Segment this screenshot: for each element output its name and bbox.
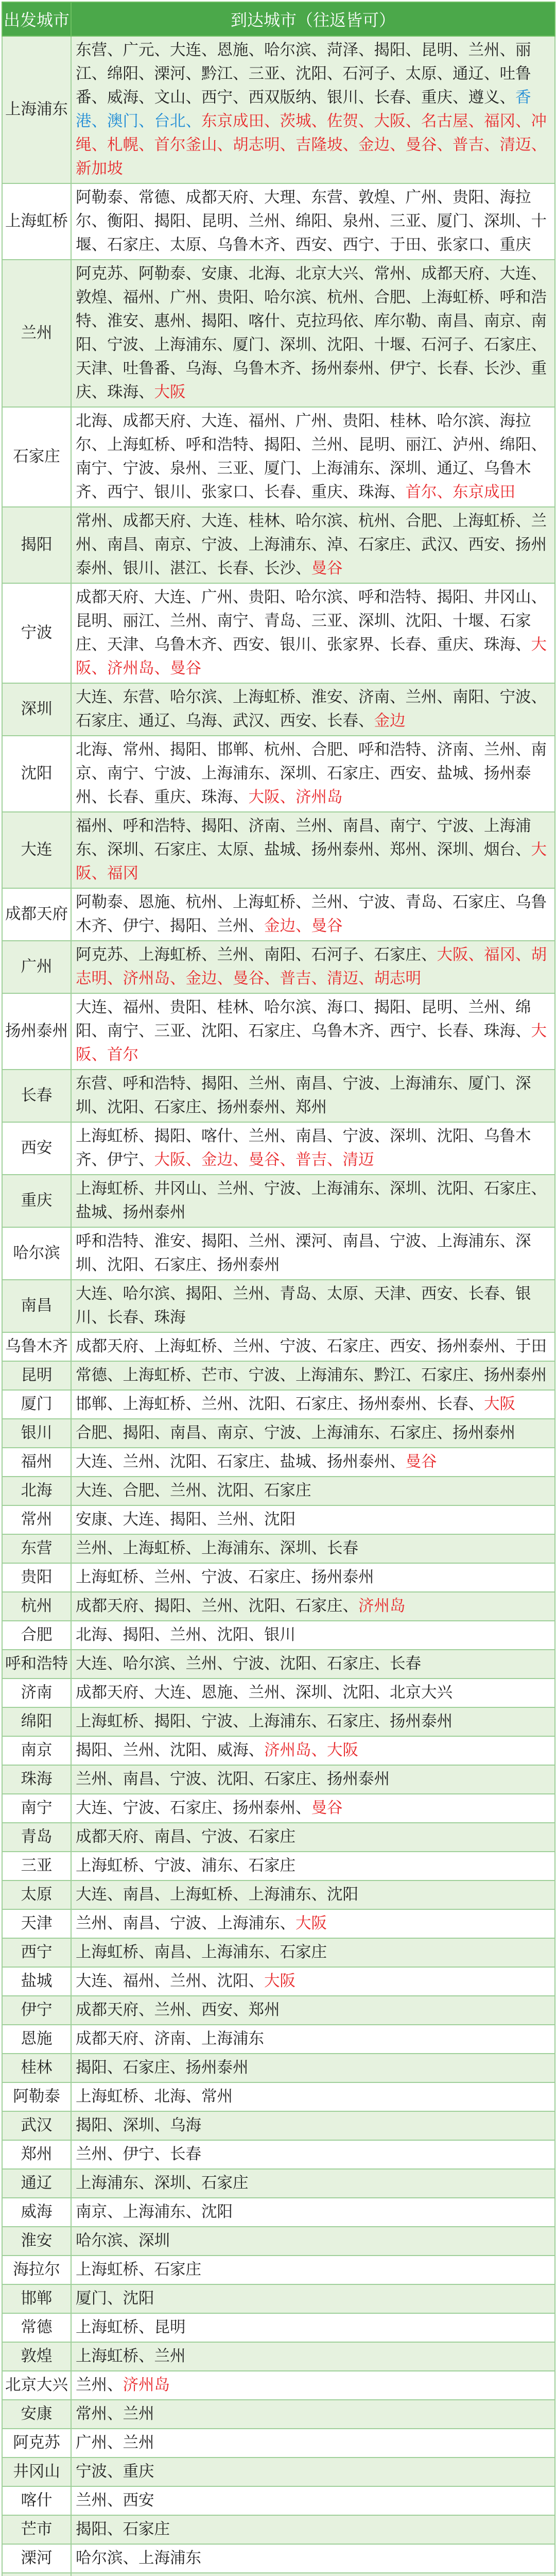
origin-city: 海拉尔 [2, 2256, 71, 2284]
table-row [2, 1650, 555, 1679]
origin-column-header: 出发城市 [2, 2, 71, 36]
highlight-city-segment: 大阪、金边、曼谷、普吉、清迈 [154, 1151, 374, 1169]
origin-city: 东营 [2, 1534, 71, 1563]
destination-cities [71, 1736, 555, 1765]
origin-city: 揭阳 [2, 507, 71, 583]
city-segment: 兰州、上海虹桥、上海浦东、深圳、长春 [76, 1539, 358, 1557]
city-segment: 阿克苏、上海虹桥、兰州、南阳、石河子、石家庄、 [76, 946, 437, 964]
origin-city: 呼和浩特 [2, 1650, 71, 1679]
destination-cities [71, 2082, 555, 2111]
table-row [2, 1909, 555, 1938]
destination-cities [71, 1650, 555, 1679]
highlight-city-segment: 东京成田、茨城、佐贺、大阪、名古屋、福冈、冲绳、札幌、首尔釜山、胡志明、吉隆坡、金边、曼谷、普吉、清迈、新加坡 [76, 112, 547, 178]
table-row [2, 2544, 555, 2573]
destination-cities [71, 1823, 555, 1852]
table-row [2, 2054, 555, 2082]
destination-cities [71, 1592, 555, 1621]
city-segment: 邯郸、上海虹桥、兰州、沈阳、石家庄、扬州泰州、长春、 [76, 1395, 484, 1413]
origin-city: 上海虹桥 [2, 183, 71, 260]
origin-city: 常州 [2, 1505, 71, 1534]
origin-city: 阿克苏 [2, 2429, 71, 2458]
origin-city: 珠海 [2, 1765, 71, 1794]
origin-city: 南宁 [2, 1794, 71, 1823]
destination-cities [71, 2429, 555, 2458]
origin-city: 恩施 [2, 2025, 71, 2054]
city-segment: 北海、成都天府、大连、福州、广州、贵阳、桂林、哈尔滨、海拉尔、上海虹桥、呼和浩特、揭阳、兰州、昆明、丽江、泸州、绵阳、南宁、宁波、泉州、三亚、厦门、上海浦东、深圳、通辽、乌鲁木齐、西宁、银川、张家口、长春、重庆、珠海、 [76, 412, 547, 501]
table-row [2, 2140, 555, 2169]
destination-cities [71, 2313, 555, 2342]
origin-city: 阿勒泰 [2, 2082, 71, 2111]
origin-city: 福州 [2, 1448, 71, 1477]
origin-city: 兰州 [2, 260, 71, 407]
destination-cities [71, 2256, 555, 2284]
table-row [2, 888, 555, 941]
destination-cities [71, 993, 555, 1070]
city-segment: 厦门、沈阳 [76, 2290, 154, 2308]
origin-city: 北京大兴 [2, 2371, 71, 2400]
destination-cities [71, 1996, 555, 2025]
origin-city: 贵阳 [2, 1563, 71, 1592]
city-segment: 上海虹桥、井冈山、兰州、宁波、上海浦东、深圳、沈阳、石家庄、盐城、扬州泰州 [76, 1180, 547, 1222]
table-row [2, 407, 555, 507]
highlight-city-segment: 金边、曼谷 [264, 917, 343, 935]
origin-city: 桂林 [2, 2054, 71, 2082]
destination-cities [71, 183, 555, 260]
table-row [2, 2082, 555, 2111]
highlight-city-segment: 首尔、东京成田 [405, 483, 515, 501]
table-row [2, 2256, 555, 2284]
table-row [2, 1679, 555, 1707]
destination-cities [71, 1967, 555, 1996]
origin-city: 沈阳 [2, 736, 71, 812]
destination-cities [71, 2515, 555, 2544]
destination-cities [71, 683, 555, 736]
destination-cities [71, 1679, 555, 1707]
table-row [2, 583, 555, 683]
highlight-city-segment: 曼谷 [405, 1453, 437, 1471]
origin-city: 溧河 [2, 2544, 71, 2573]
table-row [2, 1390, 555, 1419]
destination-cities [71, 1505, 555, 1534]
table-row [2, 1419, 555, 1448]
table-row [2, 260, 555, 407]
highlight-city-segment: 济州岛、大阪 [264, 1741, 358, 1759]
destination-cities [71, 2486, 555, 2515]
city-segment: 阿勒泰、恩施、杭州、上海虹桥、兰州、宁波、青岛、石家庄、乌鲁木齐、伊宁、揭阳、兰州、 [76, 893, 547, 935]
table-row [2, 1070, 555, 1122]
highlight-city-segment: 大阪、福冈 [76, 841, 547, 883]
origin-city: 西宁 [2, 1938, 71, 1967]
table-row [2, 1765, 555, 1794]
city-segment: 大连、兰州、沈阳、石家庄、盐城、扬州泰州、 [76, 1453, 406, 1471]
destination-cities [71, 260, 555, 407]
origin-city: 南昌 [2, 1280, 71, 1332]
destination-cities [71, 2025, 555, 2054]
highlight-city-segment: 大阪、济州岛 [248, 788, 343, 806]
city-segment: 大连、东营、哈尔滨、上海虹桥、淮安、济南、兰州、南阳、宁波、石家庄、通辽、乌海、武汉、西安、长春、 [76, 688, 547, 730]
header-row [2, 2, 555, 36]
city-segment: 常德、上海虹桥、芒市、宁波、上海浦东、黔江、石家庄、扬州泰州 [76, 1366, 547, 1384]
destination-cities [71, 2140, 555, 2169]
table-row [2, 1794, 555, 1823]
highlight-city-segment: 大阪 [264, 1972, 296, 1990]
origin-city: 昆明 [2, 1361, 71, 1390]
city-segment: 上海虹桥、揭阳、喀什、兰州、南昌、宁波、深圳、沈阳、乌鲁木齐、伊宁、 [76, 1127, 531, 1169]
city-segment: 上海虹桥、昆明 [76, 2318, 186, 2336]
table-row [2, 812, 555, 888]
table-row [2, 36, 555, 183]
city-segment: 阿勒泰、常德、成都天府、大理、东营、敦煌、广州、贵阳、海拉尔、衡阳、揭阳、昆明、兰州、绵阳、泉州、三亚、厦门、深圳、十堰、石家庄、太原、乌鲁木齐、西安、西宁、于田、张家口、重庆 [76, 189, 547, 254]
city-segment: 上海浦东、深圳、石家庄 [76, 2174, 249, 2192]
city-segment: 南京、上海浦东、沈阳 [76, 2203, 233, 2221]
table-row [2, 2111, 555, 2140]
destination-cities [71, 1361, 555, 1390]
city-segment: 呼和浩特、淮安、揭阳、兰州、溧河、南昌、宁波、上海浦东、深圳、沈阳、石家庄、扬州泰州 [76, 1232, 531, 1274]
destination-cities [71, 1390, 555, 1419]
table-row [2, 1361, 555, 1390]
route-body [2, 36, 555, 2576]
table-row [2, 1852, 555, 1880]
city-segment: 大连、福州、贵阳、桂林、哈尔滨、海口、揭阳、昆明、兰州、绵阳、南宁、三亚、沈阳、石家庄、乌鲁木齐、西宁、长春、珠海、 [76, 998, 531, 1040]
origin-city: 上海浦东 [2, 36, 71, 183]
destination-cities [71, 1534, 555, 1563]
table-row [2, 2284, 555, 2313]
origin-city: 北海 [2, 1477, 71, 1505]
destination-cities [71, 583, 555, 683]
region-city-segment: 香港、澳门、台北、 [76, 89, 531, 130]
table-row [2, 1563, 555, 1592]
table-row [2, 1938, 555, 1967]
table-row [2, 1505, 555, 1534]
destination-cities [71, 2544, 555, 2573]
city-segment: 成都天府、上海虹桥、兰州、宁波、石家庄、西安、扬州泰州、于田 [76, 1337, 547, 1355]
origin-city: 芒市 [2, 2515, 71, 2544]
origin-city: 哈尔滨 [2, 1227, 71, 1280]
highlight-city-segment: 济州岛 [358, 1597, 406, 1615]
origin-city: 威海 [2, 2198, 71, 2227]
destination-cities [71, 1909, 555, 1938]
destination-cities [71, 2458, 555, 2486]
city-segment: 阿克苏、阿勒泰、安康、北海、北京大兴、常州、成都天府、大连、敦煌、福州、广州、贵阳、哈尔滨、杭州、合肥、上海虹桥、呼和浩特、淮安、惠州、揭阳、喀什、克拉玛依、库尔勒、南昌、南京、南阳、宁波、上海浦东、厦门、深圳、沈阳、十堰、石河子、石家庄、天津、吐鲁番、乌海、乌鲁木齐、扬州泰州、伊宁、长春、长沙、重庆、珠海、 [76, 265, 547, 401]
highlight-city-segment: 济州岛 [123, 2376, 170, 2394]
city-segment: 兰州、南昌、宁波、上海浦东、 [76, 1914, 296, 1933]
table-row [2, 2227, 555, 2256]
destination-cities [71, 1419, 555, 1448]
destination-cities [71, 1227, 555, 1280]
city-segment: 上海虹桥、宁波、浦东、石家庄 [76, 1857, 296, 1875]
table-row [2, 2458, 555, 2486]
highlight-city-segment: 曼谷 [311, 1799, 343, 1817]
destination-cities [71, 736, 555, 812]
city-segment: 兰州、西安 [76, 2492, 154, 2510]
table-row [2, 2313, 555, 2342]
table-row [2, 1227, 555, 1280]
table-row [2, 736, 555, 812]
table-row [2, 1736, 555, 1765]
destination-cities [71, 2400, 555, 2429]
origin-city: 石家庄 [2, 407, 71, 507]
highlight-city-segment: 金边 [374, 712, 406, 730]
city-segment: 安康、大连、揭阳、兰州、沈阳 [76, 1511, 296, 1529]
origin-city: 太原 [2, 1880, 71, 1909]
destination-cities [71, 1794, 555, 1823]
destination-cities [71, 2111, 555, 2140]
city-segment: 成都天府、大连、恩施、兰州、深圳、沈阳、北京大兴 [76, 1684, 453, 1702]
destination-column-header: 到达城市（往返皆可） [71, 2, 555, 36]
city-segment: 大连、福州、兰州、沈阳、 [76, 1972, 264, 1990]
origin-city: 南京 [2, 1736, 71, 1765]
city-segment: 常州、成都天府、大连、桂林、哈尔滨、杭州、合肥、上海虹桥、兰州、南昌、南京、宁波、上海浦东、淖、石家庄、武汉、西安、扬州泰州、银川、湛江、长春、长沙、 [76, 512, 547, 578]
destination-cities [71, 1448, 555, 1477]
destination-cities [71, 1332, 555, 1361]
table-row [2, 1175, 555, 1227]
table-row [2, 2371, 555, 2400]
highlight-city-segment: 大阪、济州岛、曼谷 [76, 636, 547, 677]
city-segment: 揭阳、兰州、沈阳、威海、 [76, 1741, 264, 1759]
origin-city: 广州 [2, 941, 71, 993]
table-row [2, 1996, 555, 2025]
origin-city: 长春 [2, 1070, 71, 1122]
table-row [2, 2198, 555, 2227]
city-segment: 成都天府、揭阳、兰州、沈阳、石家庄、 [76, 1597, 358, 1615]
city-segment: 兰州、 [76, 2376, 123, 2394]
destination-cities [71, 1477, 555, 1505]
city-segment: 常州、兰州 [76, 2405, 154, 2423]
city-segment: 大连、哈尔滨、揭阳、兰州、青岛、太原、天津、西安、长春、银川、长春、珠海 [76, 1285, 531, 1327]
destination-cities [71, 2227, 555, 2256]
origin-city: 合肥 [2, 1621, 71, 1650]
city-segment: 福州、呼和浩特、揭阳、济南、兰州、南昌、南宁、宁波、上海浦东、深圳、石家庄、太原、盐城、扬州泰州、郑州、深圳、烟台、 [76, 817, 531, 859]
origin-city: 敦煌 [2, 2342, 71, 2371]
city-segment: 东营、广元、大连、恩施、哈尔滨、菏泽、揭阳、昆明、兰州、丽江、绵阳、溧河、黔江、三亚、沈阳、石河子、太原、通辽、吐鲁番、威海、文山、西宁、西双版纳、银川、长春、重庆、遵义、 [76, 41, 531, 107]
destination-cities [71, 888, 555, 941]
city-segment: 上海虹桥、兰州、宁波、石家庄、扬州泰州 [76, 1568, 374, 1586]
destination-cities [71, 1707, 555, 1736]
origin-city: 淮安 [2, 2227, 71, 2256]
highlight-city-segment: 大阪 [296, 1914, 327, 1933]
city-segment: 合肥、揭阳、南昌、南京、宁波、上海浦东、石家庄、扬州泰州 [76, 1424, 515, 1442]
table-row [2, 1122, 555, 1175]
origin-city: 西安 [2, 1122, 71, 1175]
destination-cities [71, 812, 555, 888]
destination-cities [71, 1563, 555, 1592]
destination-cities [71, 1852, 555, 1880]
city-segment: 兰州、南昌、宁波、沈阳、石家庄、扬州泰州 [76, 1770, 390, 1788]
table-row [2, 1332, 555, 1361]
origin-city: 安康 [2, 2400, 71, 2429]
origin-city: 青岛 [2, 1823, 71, 1852]
table-row [2, 1592, 555, 1621]
city-segment: 大连、哈尔滨、兰州、宁波、沈阳、石家庄、长春 [76, 1655, 421, 1673]
origin-city: 杭州 [2, 1592, 71, 1621]
destination-cities [71, 2573, 555, 2576]
origin-city: 重庆 [2, 1175, 71, 1227]
table-row [2, 2169, 555, 2198]
city-segment: 揭阳、深圳、乌海 [76, 2116, 201, 2134]
destination-cities [71, 941, 555, 993]
city-segment: 大连、宁波、石家庄、扬州泰州、 [76, 1799, 311, 1817]
destination-cities [71, 2342, 555, 2371]
origin-city: 厦门 [2, 1390, 71, 1419]
origin-city: 三亚 [2, 1852, 71, 1880]
table-row [2, 2400, 555, 2429]
origin-city: 郑州 [2, 2140, 71, 2169]
city-segment: 成都天府、南昌、宁波、石家庄 [76, 1828, 296, 1846]
origin-city: 大连 [2, 812, 71, 888]
table-row [2, 993, 555, 1070]
origin-city: 银川 [2, 1419, 71, 1448]
destination-cities [71, 1122, 555, 1175]
highlight-city-segment: 大阪 [484, 1395, 515, 1413]
origin-city: 天津 [2, 1909, 71, 1938]
city-segment: 哈尔滨、深圳 [76, 2232, 170, 2250]
city-segment: 上海虹桥、南昌、上海浦东、石家庄 [76, 1943, 327, 1961]
table-row [2, 2025, 555, 2054]
destination-cities [71, 2198, 555, 2227]
origin-city: 武汉 [2, 2111, 71, 2140]
origin-city: 宁波 [2, 583, 71, 683]
origin-city: 盐城 [2, 1967, 71, 1996]
city-segment: 北海、常州、揭阳、邯郸、杭州、合肥、呼和浩特、济南、兰州、南京、南宁、宁波、上海浦东、深圳、石家庄、西安、盐城、扬州泰州、长春、重庆、珠海、 [76, 741, 547, 806]
destination-cities [71, 1070, 555, 1122]
route-table [2, 2, 555, 2576]
table-row [2, 1707, 555, 1736]
origin-city: 喀什 [2, 2486, 71, 2515]
origin-city: 济南 [2, 1679, 71, 1707]
destination-cities [71, 2169, 555, 2198]
city-segment: 上海虹桥、石家庄 [76, 2261, 201, 2279]
origin-city: 伊宁 [2, 1996, 71, 2025]
table-row [2, 1534, 555, 1563]
city-segment: 成都天府、大连、广州、贵阳、哈尔滨、呼和浩特、揭阳、井冈山、昆明、丽江、兰州、南宁、青岛、三亚、深圳、沈阳、十堰、石家庄、天津、乌鲁木齐、西安、银川、张家界、长春、重庆、珠海、 [76, 588, 547, 654]
table-row [2, 941, 555, 993]
city-segment: 广州、兰州 [76, 2434, 154, 2452]
origin-city: 深圳 [2, 683, 71, 736]
city-segment: 上海虹桥、兰州 [76, 2347, 186, 2365]
table-row [2, 183, 555, 260]
destination-cities [71, 1765, 555, 1794]
origin-city: 常德 [2, 2313, 71, 2342]
destination-cities [71, 1621, 555, 1650]
city-segment: 北海、揭阳、兰州、沈阳、银川 [76, 1626, 296, 1644]
table-row [2, 1880, 555, 1909]
city-segment: 成都天府、兰州、西安、郑州 [76, 2001, 280, 2019]
city-segment: 上海虹桥、揭阳、宁波、上海浦东、石家庄、扬州泰州 [76, 1713, 453, 1731]
origin-city [2, 2573, 71, 2576]
highlight-city-segment: 大阪、首尔 [76, 1022, 547, 1064]
city-segment: 成都天府、济南、上海浦东 [76, 2030, 264, 2048]
table-row [2, 1477, 555, 1505]
origin-city: 邯郸 [2, 2284, 71, 2313]
table-row [2, 1967, 555, 1996]
destination-cities [71, 2284, 555, 2313]
city-segment: 哈尔滨、上海浦东 [76, 2549, 201, 2567]
table-row [2, 1280, 555, 1332]
destination-cities [71, 507, 555, 583]
city-segment: 兰州、伊宁、长春 [76, 2145, 201, 2163]
city-segment: 揭阳、石家庄 [76, 2520, 170, 2538]
table-row [2, 1621, 555, 1650]
table-row [2, 2573, 555, 2576]
table-row [2, 2515, 555, 2544]
origin-city: 乌鲁木齐 [2, 1332, 71, 1361]
origin-city: 井冈山 [2, 2458, 71, 2486]
highlight-city-segment: 大阪 [154, 383, 186, 401]
table-row [2, 2342, 555, 2371]
destination-cities [71, 2054, 555, 2082]
origin-city: 绵阳 [2, 1707, 71, 1736]
table-row [2, 2429, 555, 2458]
city-segment: 揭阳、石家庄、扬州泰州 [76, 2059, 249, 2077]
destination-cities [71, 2371, 555, 2400]
table-row [2, 1448, 555, 1477]
origin-city: 扬州泰州 [2, 993, 71, 1070]
origin-city: 通辽 [2, 2169, 71, 2198]
city-segment: 大连、合肥、兰州、沈阳、石家庄 [76, 1482, 311, 1500]
destination-cities [71, 1280, 555, 1332]
table-row [2, 507, 555, 583]
table-row [2, 683, 555, 736]
table-row [2, 1823, 555, 1852]
destination-cities [71, 1175, 555, 1227]
destination-cities [71, 1938, 555, 1967]
table-row [2, 2486, 555, 2515]
destination-cities [71, 407, 555, 507]
highlight-city-segment: 大阪、福冈、胡志明、济州岛、金边、曼谷、普吉、清迈、胡志明 [76, 946, 547, 988]
origin-city: 成都天府 [2, 888, 71, 941]
city-segment: 大连、南昌、上海虹桥、上海浦东、沈阳 [76, 1886, 358, 1904]
destination-cities [71, 1880, 555, 1909]
city-segment: 上海虹桥、北海、常州 [76, 2088, 233, 2106]
city-segment: 东营、呼和浩特、揭阳、兰州、南昌、宁波、上海浦东、厦门、深圳、沈阳、石家庄、扬州泰州、郑州 [76, 1075, 531, 1116]
city-segment: 宁波、重庆 [76, 2463, 154, 2481]
highlight-city-segment: 曼谷 [311, 560, 343, 578]
destination-cities [71, 36, 555, 183]
